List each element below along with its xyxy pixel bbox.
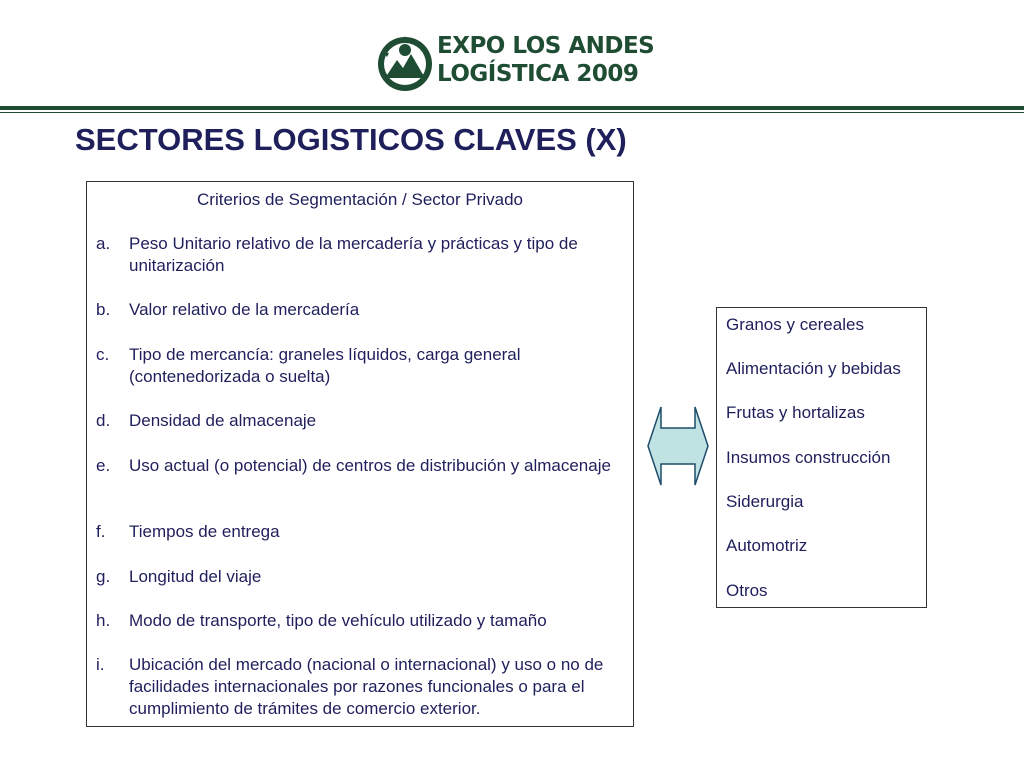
criteria-letter: f.	[96, 522, 106, 541]
criteria-letter: g.	[96, 567, 111, 586]
criteria-text: Tiempos de entrega	[129, 522, 280, 541]
sector-item: Granos y cereales	[726, 315, 864, 334]
logo-line-1: EXPO LOS ANDES	[437, 33, 655, 59]
criteria-text: Ubicación del mercado (nacional o internacional) y uso o no de facilidades internacionales por razones funcionales o para el cumplimiento de trámites de comercio exterior.	[129, 655, 604, 718]
criteria-box	[86, 181, 634, 727]
expo-logo	[375, 30, 655, 94]
criteria-text: Valor relativo de la mercadería	[129, 300, 360, 319]
criteria-text: Modo de transporte, tipo de vehículo utilizado y tamaño	[129, 611, 547, 630]
criteria-text: Densidad de almacenaje	[129, 411, 317, 430]
sector-item: Otros	[726, 581, 768, 600]
header-rule-thick	[0, 106, 1024, 110]
criteria-text: Peso Unitario relativo de la mercadería y prácticas y tipo de unitarización	[129, 234, 578, 275]
header-rule-thin	[0, 112, 1024, 113]
criteria-letter: h.	[96, 611, 111, 630]
logo-wordmark	[437, 32, 654, 88]
sector-item: Automotriz	[726, 536, 808, 555]
sector-item: Alimentación y bebidas	[726, 359, 901, 378]
criteria-text: Uso actual (o potencial) de centros de distribución y almacenaje	[129, 456, 611, 475]
criteria-heading: Criterios de Segmentación / Sector Privado	[197, 190, 523, 209]
criteria-letter: d.	[96, 411, 111, 430]
sector-item: Insumos construcción	[726, 448, 891, 467]
page-title: SECTORES LOGISTICOS CLAVES (X)	[75, 122, 627, 157]
sector-item: Siderurgia	[726, 492, 804, 511]
criteria-letter: e.	[96, 456, 111, 475]
sector-item: Frutas y hortalizas	[726, 403, 865, 422]
sectors-box	[716, 307, 927, 608]
criteria-letter: c.	[96, 345, 110, 364]
double-arrow-icon	[647, 406, 709, 486]
criteria-letter: b.	[96, 300, 111, 319]
criteria-letter: i.	[96, 655, 105, 674]
mountain-sun-logo-icon	[375, 30, 435, 94]
criteria-text: Longitud del viaje	[129, 567, 262, 586]
criteria-letter: a.	[96, 234, 111, 253]
criteria-text: Tipo de mercancía: graneles líquidos, carga general (contenedorizada o suelta)	[129, 345, 521, 386]
logo-line-2: LOGÍSTICA 2009	[437, 61, 639, 87]
